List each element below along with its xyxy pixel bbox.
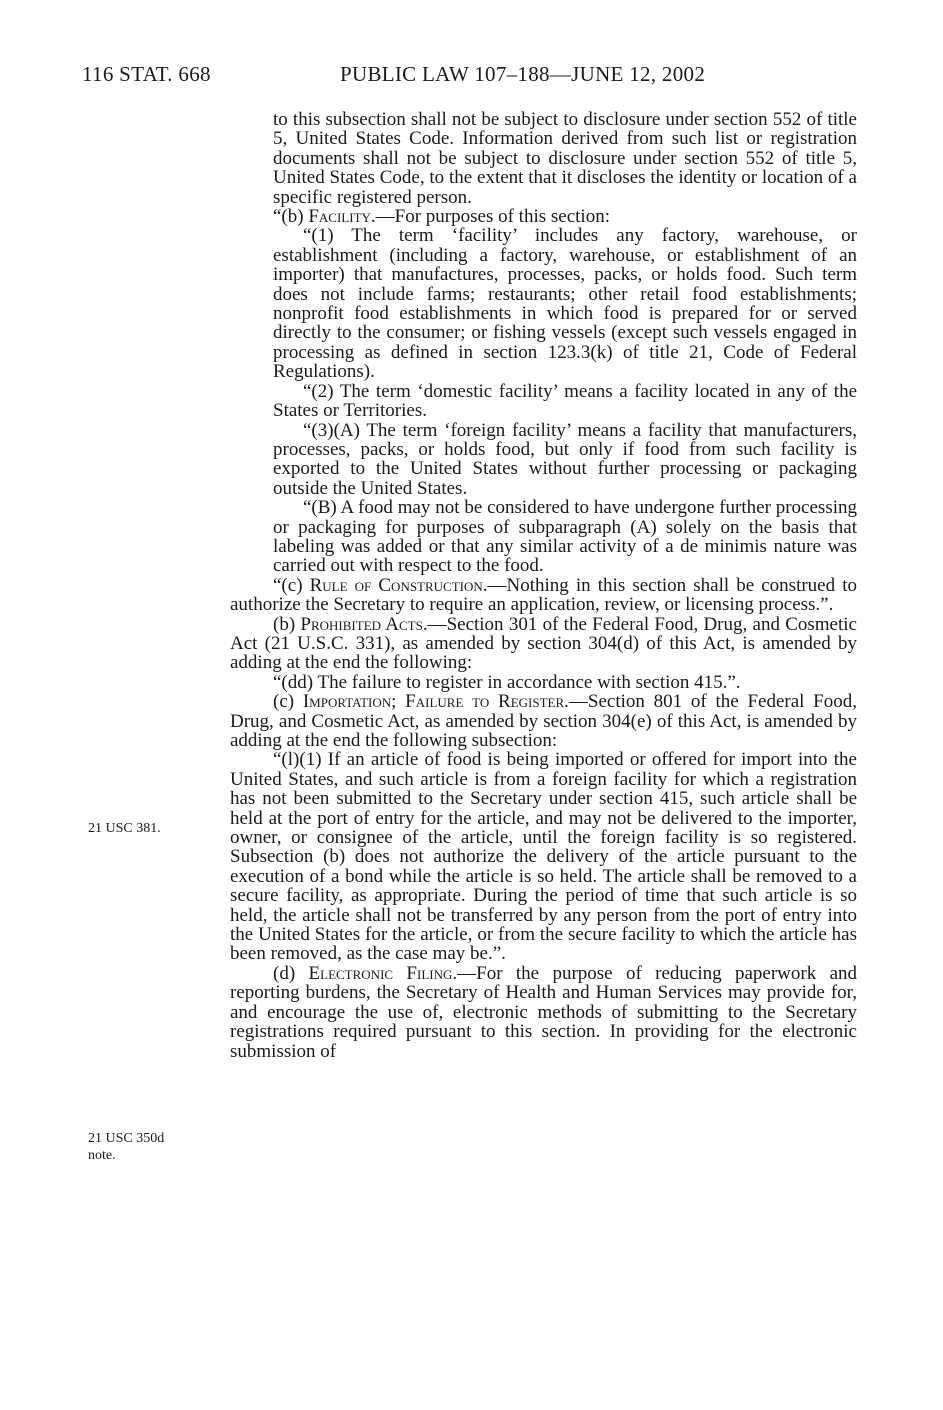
margin-note-line: note. [88, 1148, 116, 1163]
section-heading: Prohibited Acts [300, 613, 423, 635]
paragraph-text: .—Section 301 of the Federal Food, Drug, and Cosmetic Act (21 U.S.C. 331), as amended by section 304(d) of this Act, is amended by adding at the end the following: [230, 613, 857, 674]
margin-note-usc-350d [88, 1130, 208, 1164]
paragraph-prefix: (d) [273, 962, 309, 984]
paragraph-text: .—Section 801 of the Federal Food, Drug, and Cosmetic Act, as amended by section 304(e) of this Act, is amended by adding at the end the following subsection: [230, 691, 858, 751]
subsection-importation [230, 692, 857, 750]
paragraph-prefix: “(c) [273, 574, 310, 596]
paragraph: “(dd) The failure to register in accordance with section 415.”. [273, 671, 741, 693]
subsection-b-heading [230, 207, 857, 226]
paragraph: “(2) The term ‘domestic facility’ means a facility located in any of the States or Territories. [273, 380, 857, 422]
paragraph: “(1) The term ‘facility’ includes any factory, warehouse, or establishment (including a factory, warehouse, or establishment of an importer) that manufactures, processes, packs, or holds food. Such term does not include farms; restaurants; other retail food establishments; nonprofit food establishments in which food is prepared for or served directly to the consumer; or fishing vessels (except such vessels engaged in processing as defined in section 123.3(k) of title 21, Code of Federal Regulations). [273, 225, 857, 383]
margin-note-line: 21 USC 350d [88, 1131, 165, 1146]
page-header [82, 62, 862, 92]
paragraph: “(B) A food may not be considered to have undergone further processing or packaging for purposes of subparagraph (A) solely on the basis that labeling was added or that any similar activity of a de minimis nature was carried out with respect to the food. [273, 497, 857, 577]
paragraph: “(l)(1) If an article of food is being imported or offered for import into the United States, and such article is from a foreign facility for which a registration has not been submitted to the Secretary under section 415, such article shall be held at the port of entry for the article, and may not be delivered to the importer, owner, or consignee of the article, until the foreign facility is so registered. Subsection (b) does not authorize the delivery of the article pursuant to the execution of a bond while the article is so held. The article shall be removed to a secure facility, as appropriate. During the period of time that such article is so held, the article shall not be transferred by any person from the port of entry into the United States for the article, or from the secure facility to which the article has been removed, as the case may be.”. [230, 749, 857, 965]
paragraph-text: .—For purposes of this section: [370, 206, 610, 228]
subsection-electronic-filing [230, 964, 857, 1061]
paragraph: “(3)(A) The term ‘foreign facility’ means a facility that manufacturers, processes, packs, or holds food, but only if food from such facility is exported to the United States without further processing or packaging outside the United States. [273, 419, 857, 499]
subsection-c-rule [230, 576, 857, 615]
statute-page-number: 116 STAT. 668 [82, 62, 211, 86]
subsection-prohibited-acts [230, 615, 857, 673]
paragraph-text: .—For the purpose of reducing paperwork and reporting burdens, the Secretary of Health and Human Services may provide for, and encourage the use of, electronic methods of submitting to the Secretary registrations required pursuant to this section. In providing for the electronic submission of [230, 962, 858, 1062]
section-heading: Rule of Construction [309, 574, 483, 596]
section-heading: Importation; Failure to Register [302, 691, 565, 713]
paragraph-prefix: “(b) [273, 206, 309, 228]
section-heading: Facility [308, 206, 371, 228]
margin-note-usc-381: 21 USC 381. [88, 821, 161, 836]
section-heading: Electronic Filing [308, 962, 453, 984]
paragraph-text: .—Nothing in this section shall be construed to authorize the Secretary to require an application, review, or licensing process.”. [230, 574, 857, 616]
paragraph: to this subsection shall not be subject to disclosure under section 552 of title 5, United States Code. Information derived from such list or registration documents shall not be subject to disclosure under section 552 of title 5, United States Code, to the extent that it discloses the identity or location of a specific registered person. [273, 109, 857, 208]
body-text [230, 110, 857, 1061]
paragraph-prefix: (b) [273, 613, 301, 635]
running-title: PUBLIC LAW 107–188—JUNE 12, 2002 [340, 62, 706, 86]
paragraph-prefix: (c) [273, 691, 303, 713]
